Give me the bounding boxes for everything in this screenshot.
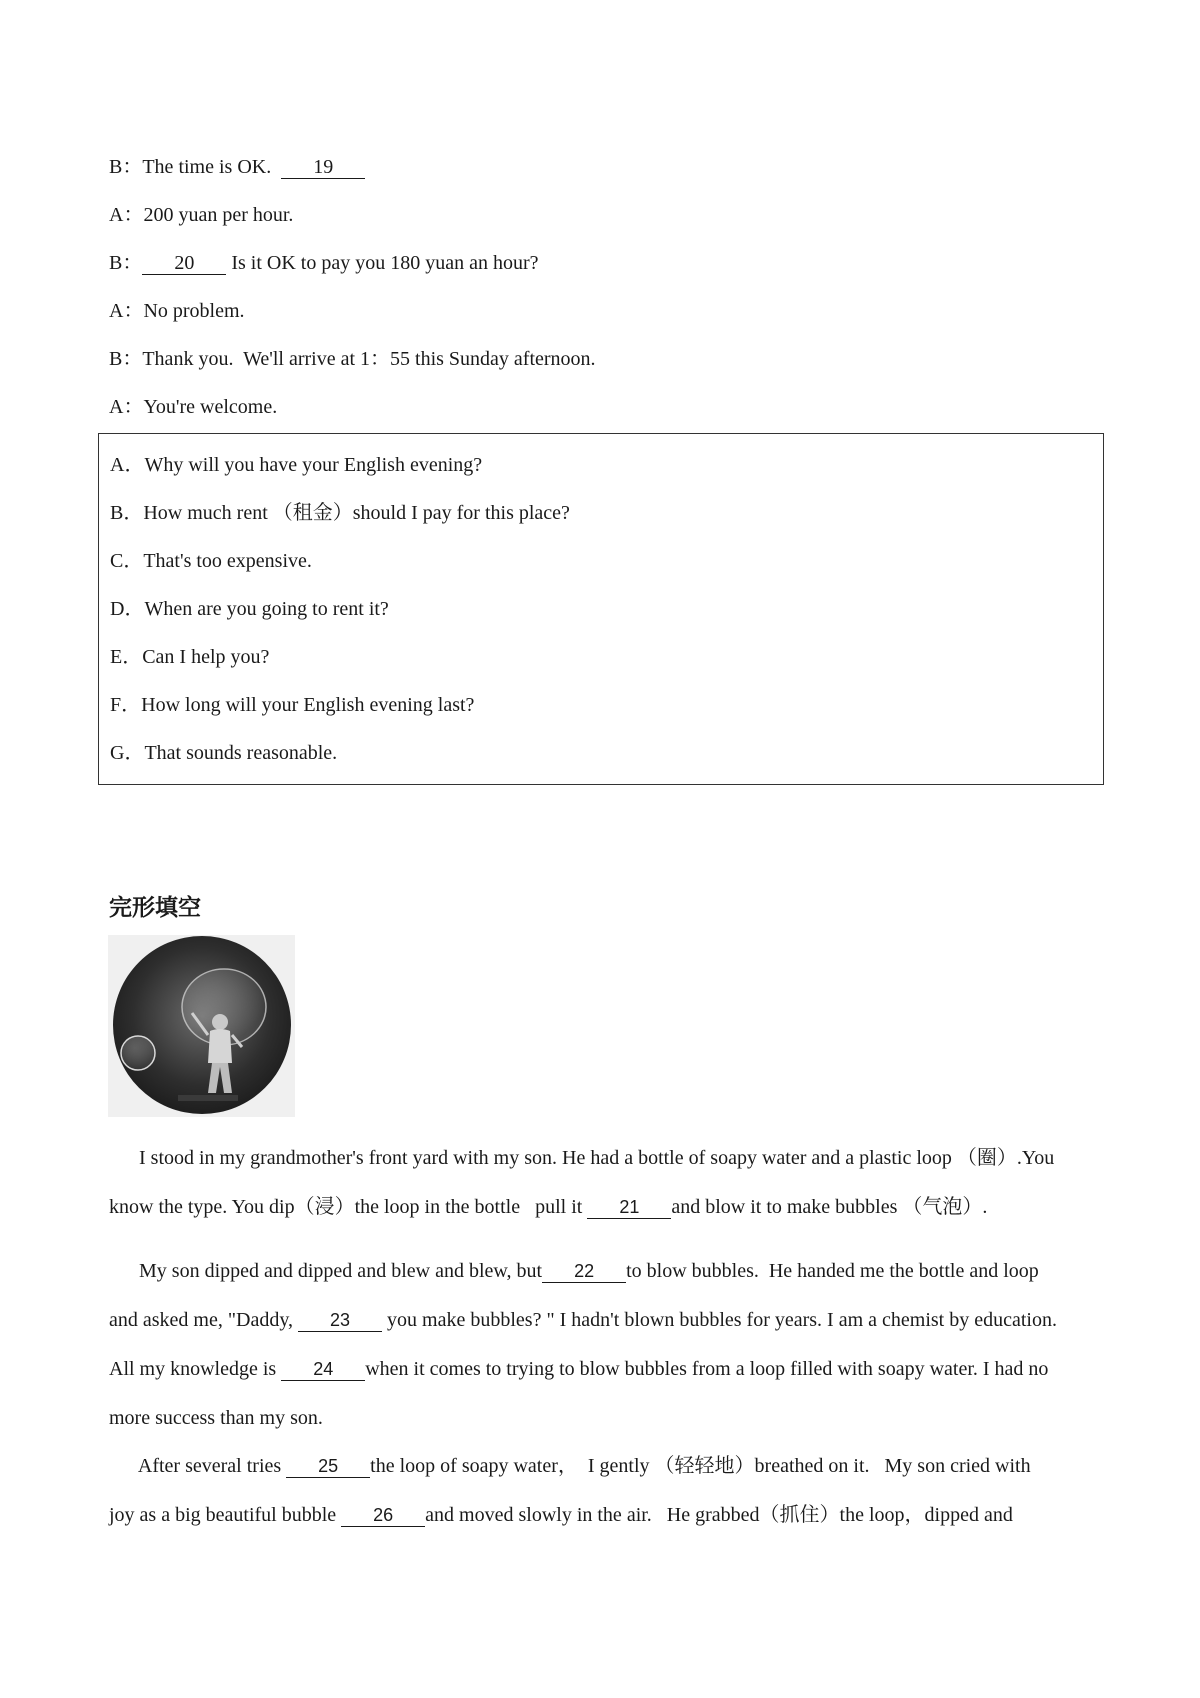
- answer-blank-21[interactable]: 21: [587, 1196, 671, 1219]
- dialogue-text: No problem.: [143, 300, 245, 322]
- answer-blank-25[interactable]: 25: [286, 1455, 370, 1478]
- dialogue-line-2: [109, 202, 293, 228]
- option-e: E．Can I help you?: [110, 646, 270, 668]
- bubble-photo: [108, 935, 295, 1117]
- passage-text: After several tries: [109, 1455, 287, 1477]
- option-d: D．When are you going to rent it?: [110, 598, 389, 620]
- dialogue-line-3: [109, 250, 539, 276]
- passage-text: All my knowledge is: [109, 1358, 282, 1380]
- answer-blank-22[interactable]: 22: [542, 1260, 626, 1283]
- passage-line: [109, 1453, 1109, 1479]
- passage-text: joy as a big beautiful bubble: [109, 1504, 342, 1526]
- passage-line: [109, 1502, 1109, 1528]
- passage-text: and asked me, "Daddy,: [109, 1309, 299, 1331]
- passage-text: the loop of soapy water， I gently （轻轻地）breathed on it. My son cried with: [370, 1455, 1031, 1477]
- dialogue-text: 200 yuan per hour.: [143, 204, 294, 226]
- passage-text: you make bubbles? " I hadn't blown bubbles for years. I am a chemist by education.: [382, 1309, 1057, 1331]
- dialogue-text: You're welcome.: [143, 396, 278, 418]
- option-g: G．That sounds reasonable.: [110, 742, 338, 764]
- option-f: F．How long will your English evening last?: [110, 694, 475, 716]
- answer-blank-24[interactable]: 24: [281, 1358, 365, 1381]
- option-c: C．That's too expensive.: [110, 550, 312, 572]
- answer-blank-26[interactable]: 26: [341, 1504, 425, 1527]
- answer-blank-23[interactable]: 23: [298, 1309, 382, 1332]
- passage-text: when it comes to trying to blow bubbles from a loop filled with soapy water. I had no: [365, 1358, 1049, 1380]
- dialogue-text: Is it OK to pay you 180 yuan an hour?: [226, 252, 539, 274]
- speaker-label: A：: [109, 204, 144, 226]
- speaker-label: B：: [109, 156, 143, 178]
- speaker-label: B：: [109, 348, 143, 370]
- dialogue-line-1: [109, 154, 365, 180]
- option-a: A．Why will you have your English evening?: [110, 454, 483, 476]
- bubble-boy-image: [108, 935, 295, 1117]
- dialogue-line-4: [109, 298, 245, 324]
- passage-line: more success than my son.: [109, 1407, 323, 1429]
- passage-text: My son dipped and dipped and blew and blew, but: [109, 1260, 543, 1282]
- passage-line: [109, 1356, 1109, 1382]
- section-title: 完形填空: [109, 895, 201, 921]
- speaker-label: B：: [109, 252, 143, 274]
- passage-text: know the type. You dip（浸）the loop in the bottle pull it: [109, 1196, 588, 1218]
- dialogue-line-6: [109, 394, 277, 420]
- passage-line: [109, 1258, 1109, 1284]
- speaker-label: A：: [109, 300, 144, 322]
- passage-line: I stood in my grandmother's front yard with my son. He had a bottle of soapy water and a plastic loop （圈）.You: [109, 1147, 1055, 1169]
- passage-text: to blow bubbles. He handed me the bottle and loop: [626, 1260, 1039, 1282]
- dialogue-text: Thank you. We'll arrive at 1：55 this Sunday afternoon.: [142, 348, 596, 370]
- passage-line: [109, 1307, 1109, 1333]
- passage-line: [109, 1194, 1109, 1220]
- passage-text: and moved slowly in the air. He grabbed（抓住）the loop，dipped and: [425, 1504, 1013, 1526]
- answer-blank-20[interactable]: 20: [142, 252, 226, 275]
- option-b: B．How much rent （租金）should I pay for this place?: [110, 502, 570, 524]
- options-box: [98, 433, 1104, 785]
- dialogue-text: The time is OK.: [142, 156, 282, 178]
- passage-text: and blow it to make bubbles （气泡）.: [671, 1196, 988, 1218]
- dialogue-line-5: [109, 346, 596, 372]
- answer-blank-19[interactable]: 19: [281, 156, 365, 179]
- speaker-label: A：: [109, 396, 144, 418]
